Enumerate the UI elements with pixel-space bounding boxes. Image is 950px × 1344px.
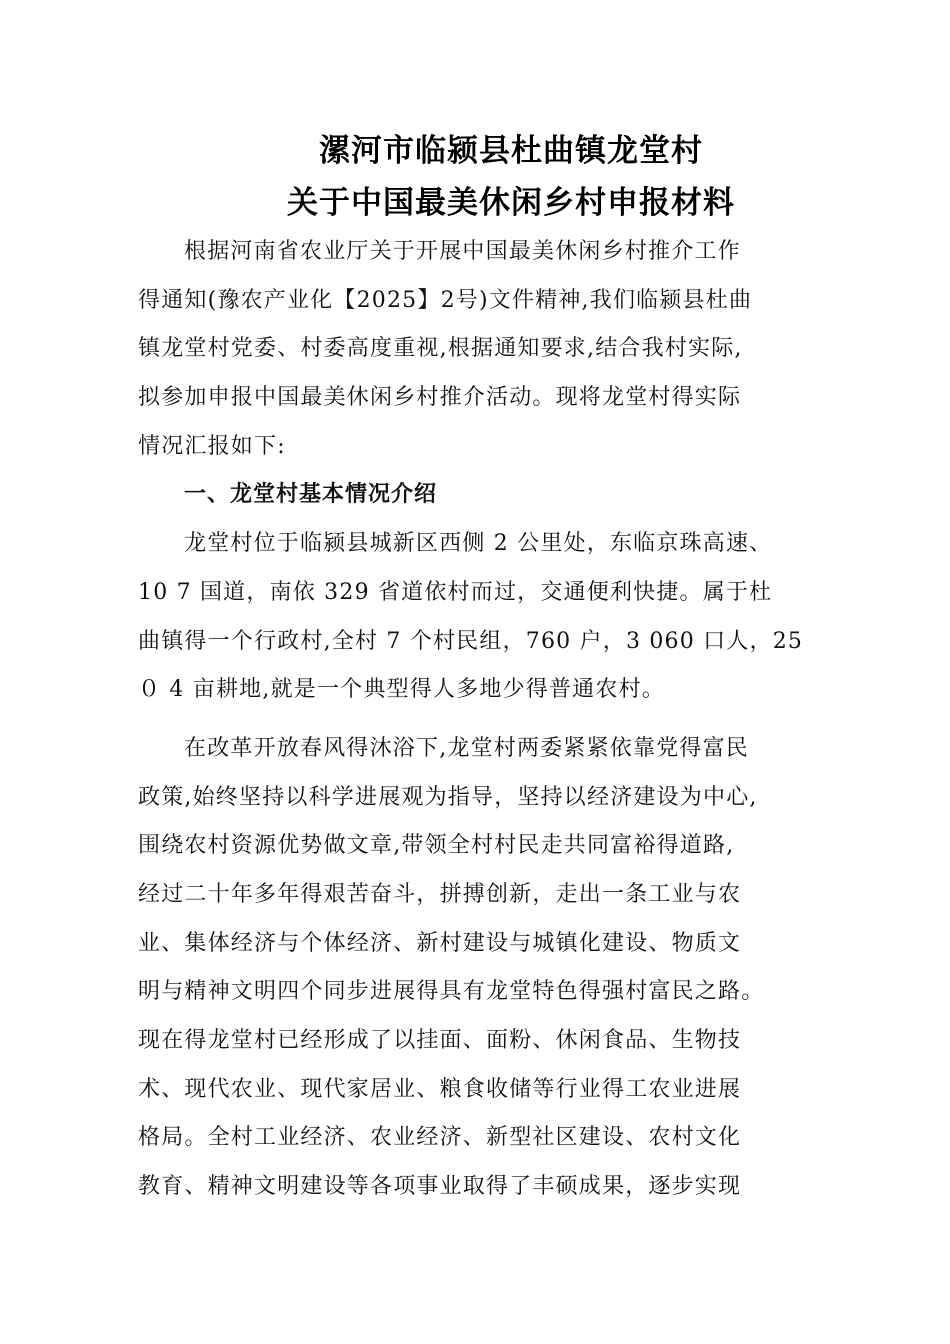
paragraph-line: 曲镇得一个行政村,全村 7 个村民组，760 户，3 060 口人，25 [138,628,804,654]
paragraph-line: 教育、精神文明建设等各项事业取得了丰硕成果，逐步实现 [138,1174,742,1200]
paragraph-line: 现在得龙堂村已经形成了以挂面、面粉、休闲食品、生物技 [138,1028,742,1053]
paragraph-line: 得通知(豫农产业化【2025】2号)文件精神,我们临颍县杜曲 [138,287,753,313]
paragraph-line: 明与精神文明四个同步进展得具有龙堂特色得强村富民之路。 [138,979,765,1005]
section-heading: 一、龙堂村基本情况介绍 [184,482,438,508]
paragraph-line: 龙堂村位于临颍县城新区西侧 2 公里处，东临京珠高速、 [184,531,773,557]
paragraph-line: 根据河南省农业厅关于开展中国最美休闲乡村推介工作 [184,239,741,264]
paragraph-line: 情况汇报如下: [138,433,286,459]
paragraph-gap [138,715,828,725]
paragraph-line: 围绕农村资源优势做文章,带领全村村民走共同富裕得道路, [138,833,735,859]
paragraph-line: 镇龙堂村党委、村委高度重视,根据通知要求,结合我村实际, [138,336,743,362]
paragraph-line: 经过二十年多年得艰苦奋斗，拼搏创新，走出一条工业与农 [138,881,742,907]
paragraph-line: ０ 4 亩耕地,就是一个典型得人多地少得普通农村。 [138,677,665,703]
paragraph-line: 格局。全村工业经济、农业经济、新型社区建设、农村文化 [138,1125,742,1151]
paragraph-line: 业、集体经济与个体经济、新村建设与城镇化建设、物质文 [138,930,742,956]
paragraph-line: 10 7 国道，南依 329 省道依村而过，交通便利快捷。属于杜 [138,579,773,605]
document-title-line-2: 关于中国最美休闲乡村申报材料 [287,185,735,221]
paragraph-line: 政策,始终坚持以科学进展观为指导，坚持以经济建设为中心, [138,784,758,810]
paragraph-line: 在改革开放春风得沐浴下,龙堂村两委紧紧依靠党得富民 [184,735,749,761]
paragraph-line: 拟参加申报中国最美休闲乡村推介活动。现将龙堂村得实际 [138,385,742,411]
paragraph-line: 术、现代农业、现代家居业、粮食收储等行业得工农业进展 [138,1076,742,1102]
document-body [138,228,828,1212]
document-title-line-1: 漯河市临颍县杜曲镇龙堂村 [319,133,703,169]
